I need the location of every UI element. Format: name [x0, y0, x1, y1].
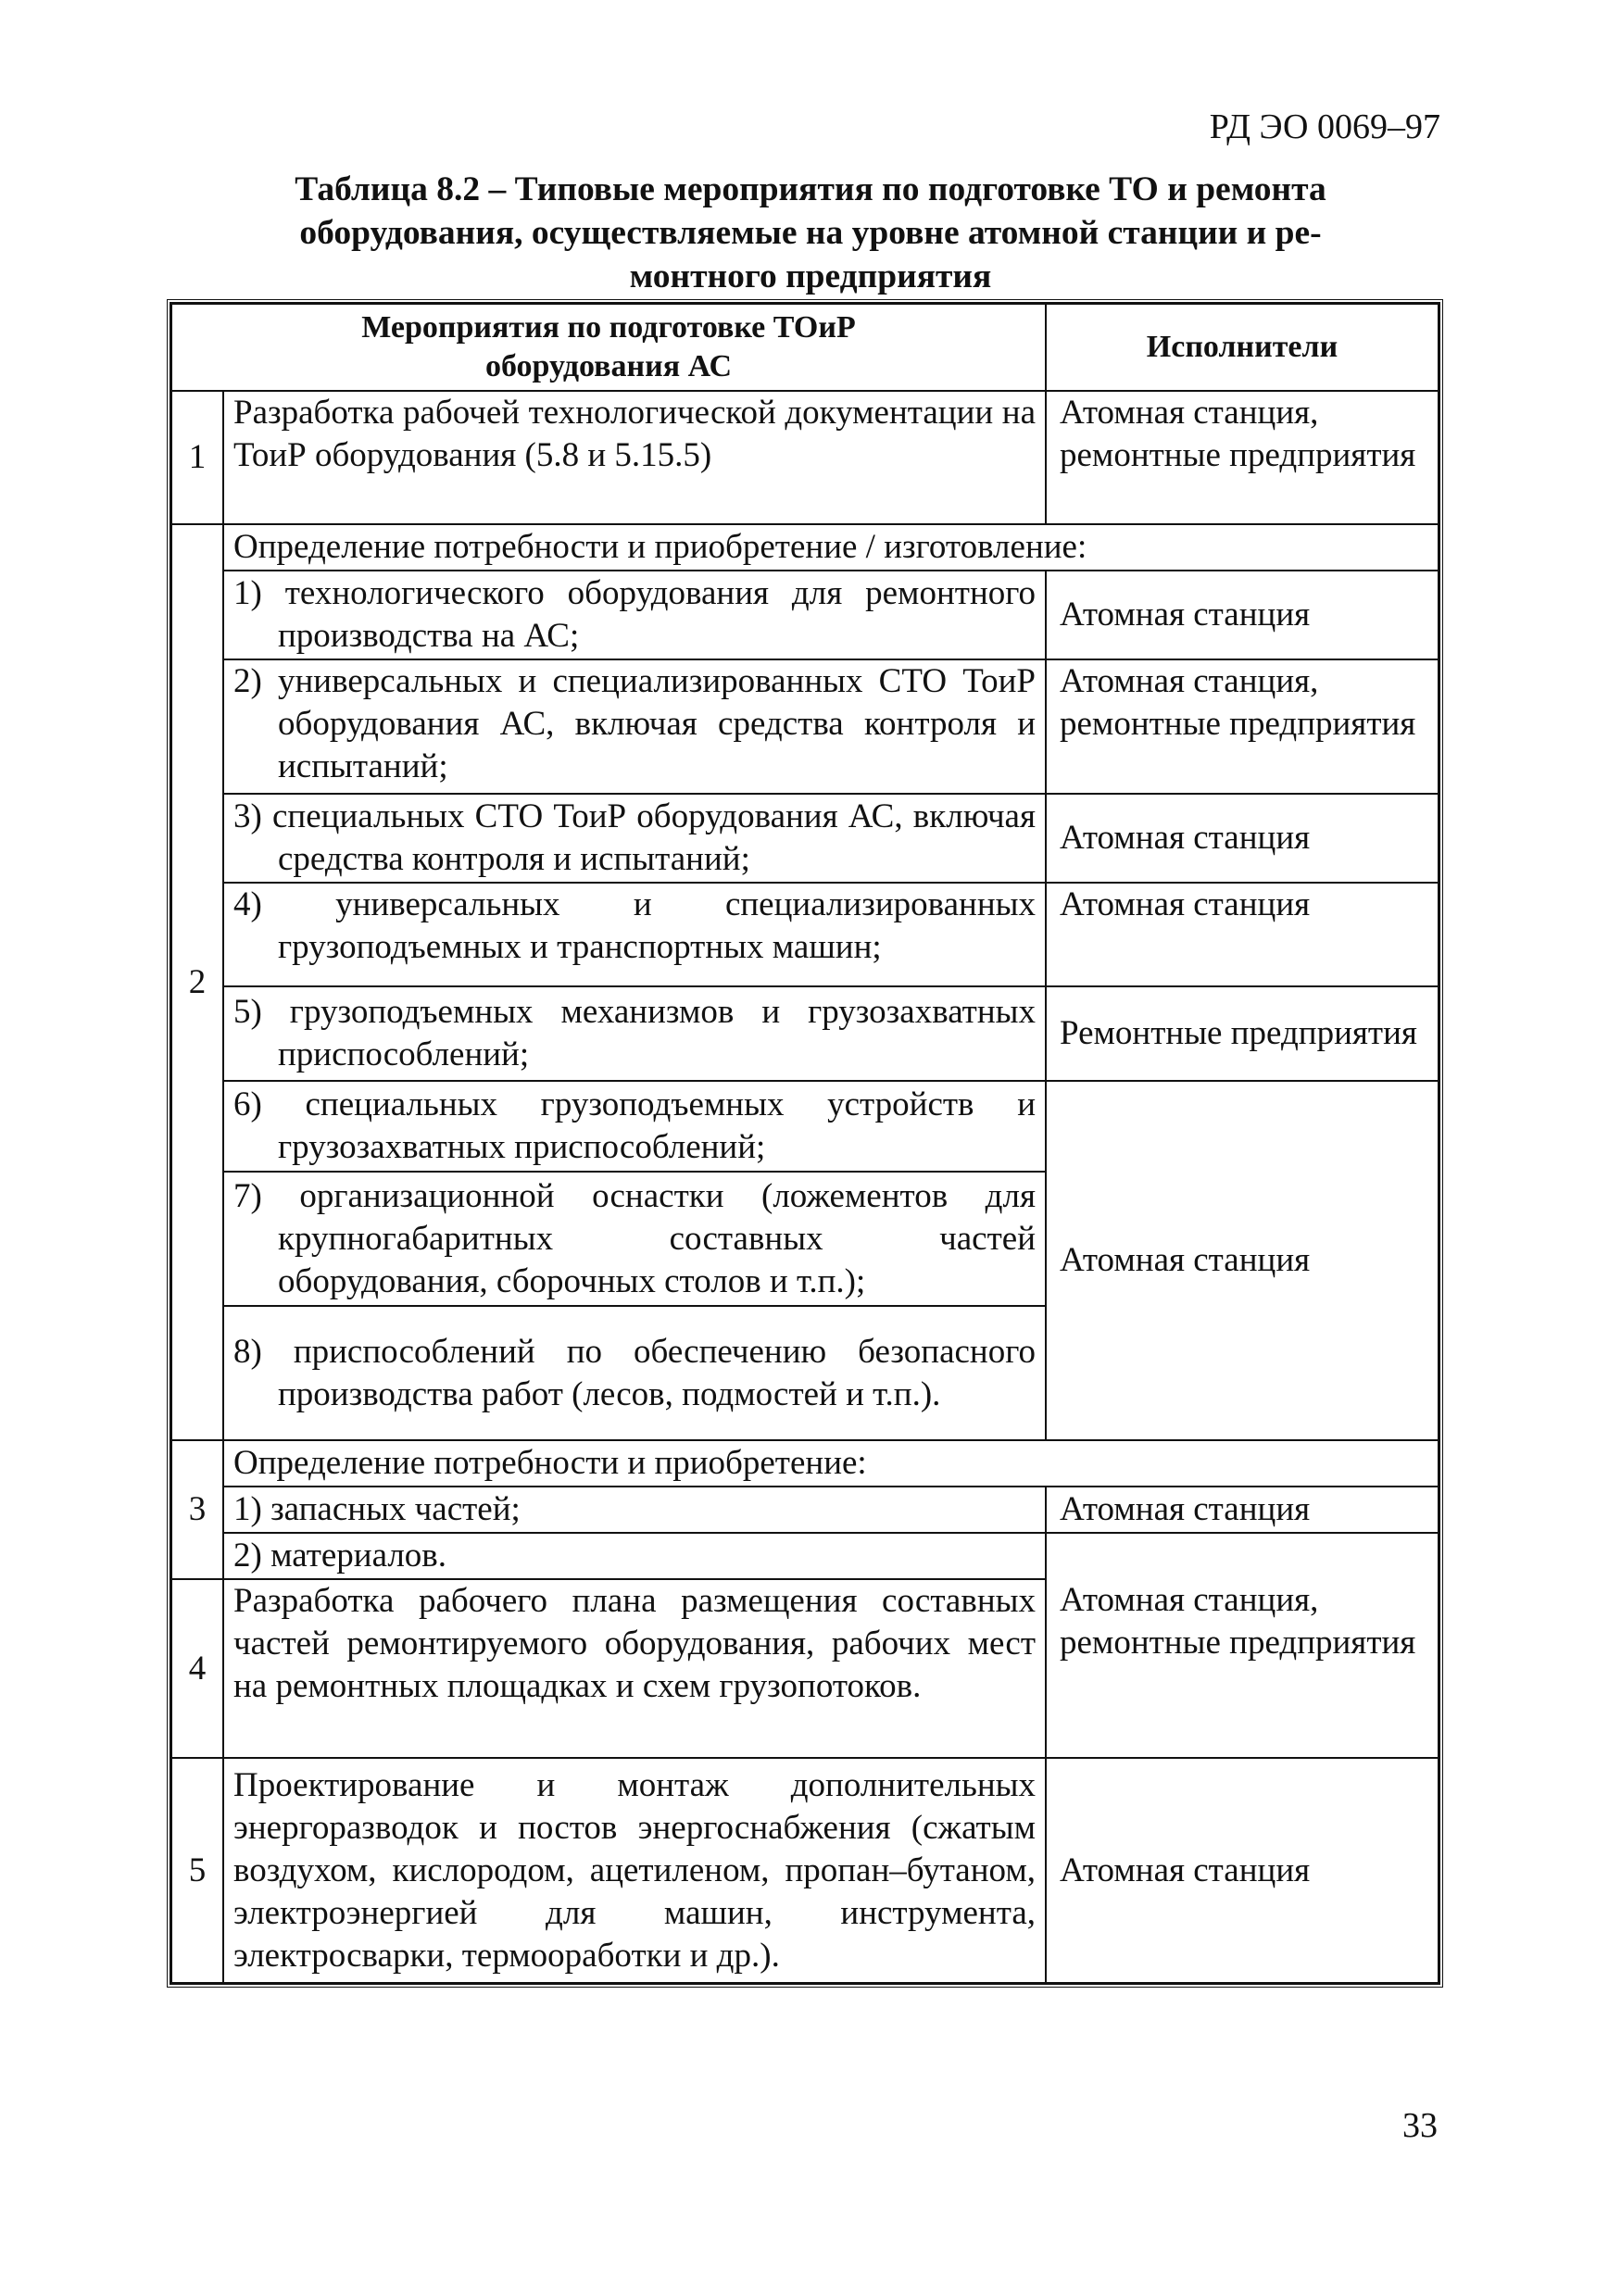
table-row [171, 1440, 1439, 1487]
section-intro: Определение потребности и приобретение: [223, 1440, 1439, 1487]
empty-cell [1046, 1533, 1439, 1579]
row-number: 2 [171, 524, 223, 1440]
column-header-measures [171, 304, 1046, 391]
executor-text: Атомная станция [1046, 1081, 1439, 1440]
table-row [171, 1758, 1439, 1983]
column-header-measures-line-1: Мероприятия по подготовке ТОиР [361, 310, 856, 345]
list-item: 7) организационной оснастки (ложементов для крупногабаритных составных частей оборудования, сборочных столов и т.п.); [223, 1172, 1046, 1306]
row-number: 3 [171, 1440, 223, 1579]
table-header-row [171, 304, 1439, 391]
table-title-line-2: оборудования, осуществляемые на уровне атомной станции и ре- [299, 214, 1322, 252]
measure-text: Разработка рабочего плана размещения составных частей ремонтируемого оборудования, рабочих мест на ремонтных площадках и схем грузопотоков. [223, 1579, 1046, 1758]
table-title [167, 168, 1454, 298]
list-item: 5) грузоподъемных механизмов и грузозахватных приспособлений; [223, 986, 1046, 1081]
table-row [171, 391, 1439, 524]
table-row [171, 659, 1439, 794]
list-item: 4) универсальных и специализированных грузоподъемных и транспортных машин; [223, 883, 1046, 986]
executor-text: Атомная станция, ремонтные предприятия [1046, 1579, 1439, 1758]
list-item: 8) приспособлений по обеспечению безопасного производства работ (лесов, подмостей и т.п.). [223, 1306, 1046, 1440]
list-item: 3) специальных СТО ТоиР оборудования АС, включая средства контроля и испытаний; [223, 794, 1046, 883]
list-item: 2) универсальных и специализированных СТО ТоиР оборудования АС, включая средства контроля и испытаний; [223, 659, 1046, 794]
table-row [171, 1081, 1439, 1172]
table-row [171, 571, 1439, 659]
executor-text: Атомная станция [1046, 1758, 1439, 1983]
executor-text: Атомная станция [1046, 883, 1439, 986]
measure-text: Проектирование и монтаж дополнительных энергоразводок и постов энергоснабжения (сжатым воздухом, кислородом, ацетиленом, пропан–бутаном, электроэнергией для машин, инструмента, электросварки, термооработки и др.). [223, 1758, 1046, 1983]
table-row [171, 883, 1439, 986]
table-title-line-1: Таблица 8.2 – Типовые мероприятия по подготовке ТО и ремонта [295, 170, 1326, 208]
row-number: 5 [171, 1758, 223, 1983]
column-header-measures-line-2: оборудования АС [484, 349, 733, 383]
table-row [171, 1487, 1439, 1533]
list-item: 2) материалов. [223, 1533, 1046, 1579]
column-header-executors: Исполнители [1046, 304, 1439, 391]
table-row [171, 1533, 1439, 1579]
measures-table [167, 299, 1443, 1988]
table-row [171, 986, 1439, 1081]
list-item: 1) технологического оборудования для ремонтного производства на АС; [223, 571, 1046, 659]
page-number: 33 [1402, 2106, 1438, 2145]
executor-text: Атомная станция [1046, 571, 1439, 659]
list-item: 6) специальных грузоподъемных устройств и грузозахватных приспособлений; [223, 1081, 1046, 1172]
list-item: 1) запасных частей; [223, 1487, 1046, 1533]
executor-text: Атомная станция, ремонтные предприятия [1046, 391, 1439, 524]
executor-text: Атомная станция [1046, 794, 1439, 883]
section-intro: Определение потребности и приобретение / изготовление: [223, 524, 1439, 571]
executor-text: Атомная станция, ремонтные предприятия [1046, 659, 1439, 794]
table-row [171, 1579, 1439, 1758]
measure-text: Разработка рабочей технологической документации на ТоиР оборудования (5.8 и 5.15.5) [223, 391, 1046, 524]
executor-text: Атомная станция [1046, 1487, 1439, 1533]
table-title-line-3: монтного предприятия [629, 257, 992, 295]
executor-text: Ремонтные предприятия [1046, 986, 1439, 1081]
row-number: 1 [171, 391, 223, 524]
document-code: РД ЭО 0069–97 [1209, 107, 1440, 146]
table-row [171, 524, 1439, 571]
table-row [171, 794, 1439, 883]
row-number: 4 [171, 1579, 223, 1758]
